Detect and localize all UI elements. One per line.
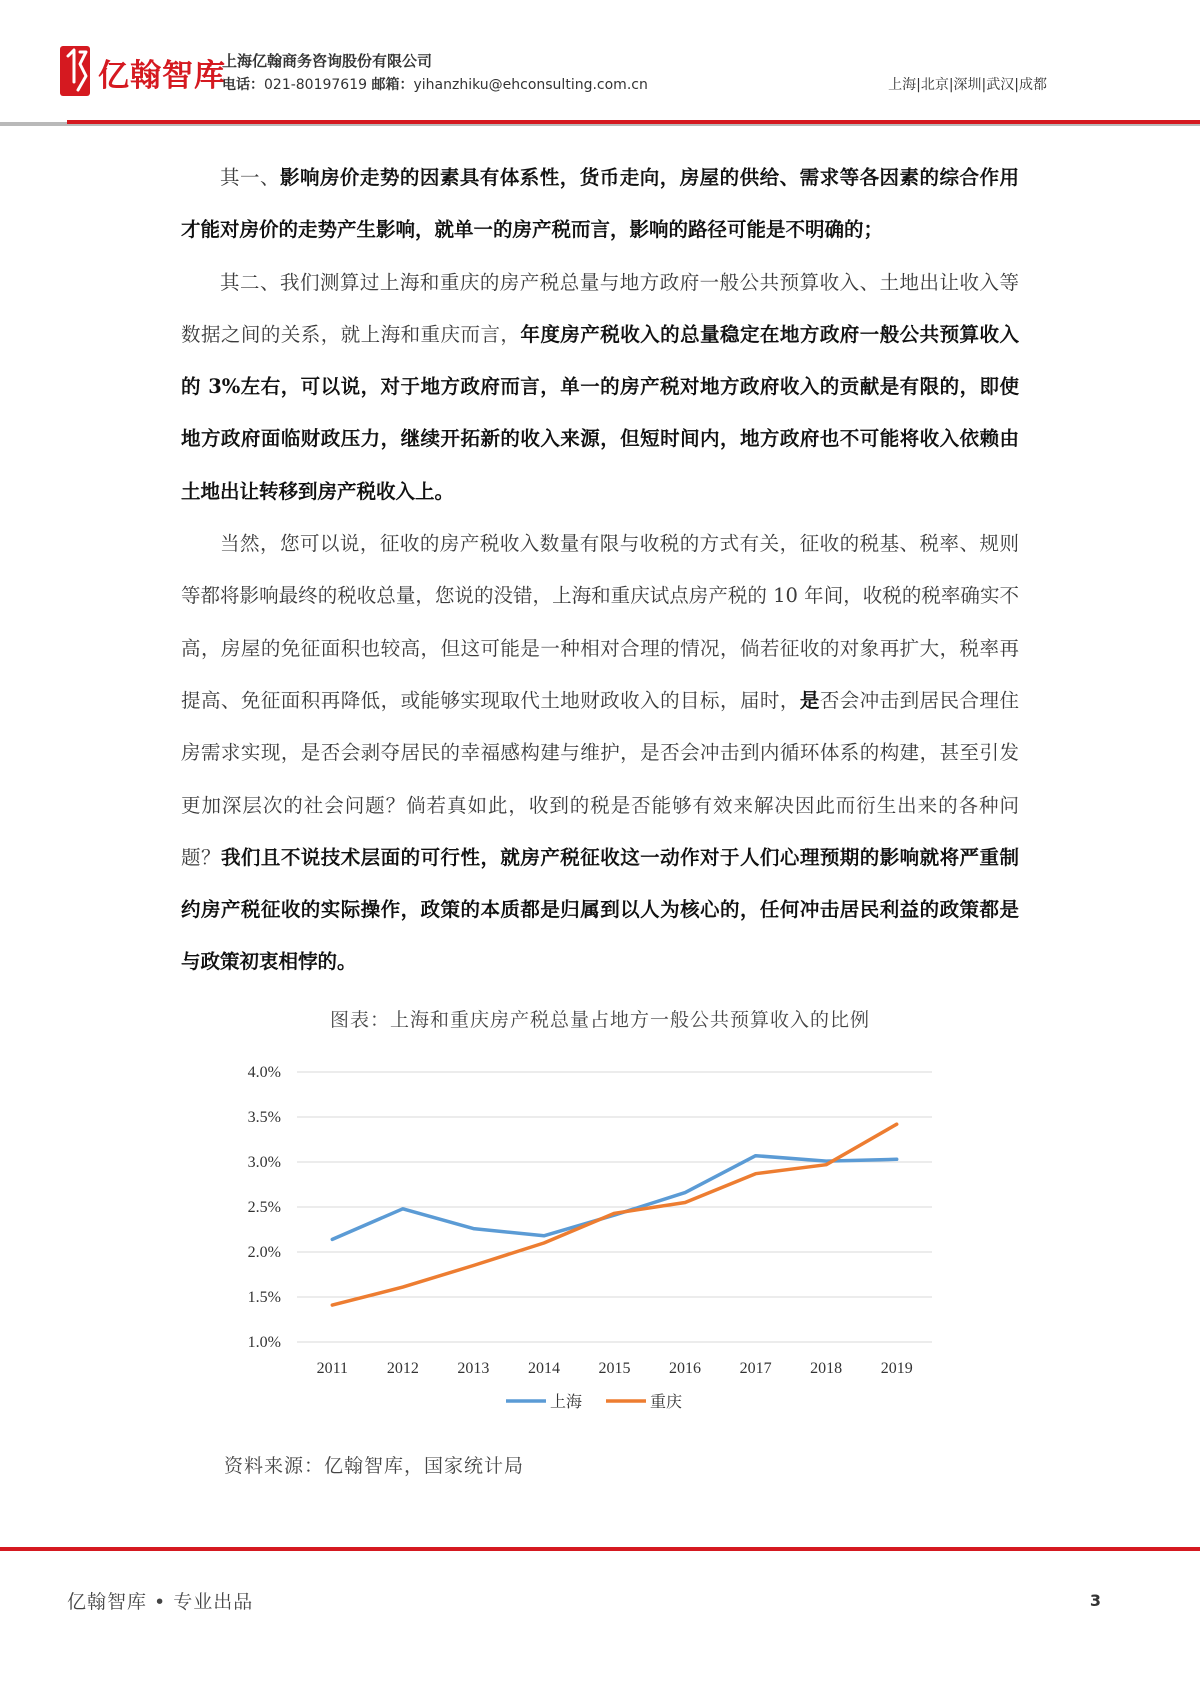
y-tick-label: 3.0%: [247, 1154, 281, 1171]
x-tick-label: 2017: [739, 1360, 772, 1377]
chart-title: 图表：上海和重庆房产税总量占地方一般公共预算收入的比例: [329, 1009, 870, 1031]
office-cities: 上海|北京|深圳|武汉|成都: [888, 77, 1047, 93]
bold-text-run: 影响房价走势的因素具有体系性，货币走向，房屋的供给、需求等各因素的综合作用才能对房价的走势产生影响，就单一的房产税而言，影响的路径可能是不明确的；: [181, 166, 1019, 242]
article-body: [181, 152, 1019, 989]
header-divider-red: [67, 120, 1200, 124]
x-tick-label: 2012: [386, 1360, 419, 1377]
y-tick-label: 3.5%: [247, 1109, 281, 1126]
footer-brand: 亿翰智库 • 专业出品: [67, 1591, 254, 1613]
y-tick-label: 4.0%: [247, 1064, 281, 1081]
email-label: 邮箱：: [371, 77, 414, 93]
legend-label: 上海: [550, 1392, 583, 1411]
text-run: 其一、: [220, 166, 280, 189]
phone-label: 电话：: [222, 77, 264, 93]
x-tick-label: 2019: [880, 1360, 913, 1377]
body-paragraph: [181, 518, 1019, 989]
company-contact: [222, 74, 648, 94]
page-number: 3: [1089, 1591, 1101, 1610]
legend-label: 重庆: [650, 1392, 683, 1411]
source-note: 资料来源：亿翰智库，国家统计局: [224, 1455, 525, 1477]
x-tick-label: 2018: [810, 1360, 843, 1377]
logo-mark-icon: [58, 42, 94, 100]
email-address: yihanzhiku@ehconsulting.com.cn: [413, 77, 648, 93]
logo-text: 亿翰智库: [98, 58, 226, 94]
bold-text-run: 我们且不说技术层面的可行性，就房产税征收这一动作对于人们心理预期的影响就将严重制约房产税征收的实际操作，政策的本质都是归属到以人为核心的，任何冲击居民利益的政策都是与政策初衷相悖的。: [181, 845, 1019, 974]
x-tick-label: 2014: [527, 1360, 560, 1377]
page-header: [0, 0, 1200, 130]
y-tick-label: 2.5%: [247, 1199, 281, 1216]
series-line-2: [332, 1124, 896, 1305]
text-run: 其二、我们测算过上海和重庆的房产税总量与地方政府一般公共预算收入、土地出让收入等数据之间的关系，就上海和重庆而言，: [181, 270, 1019, 346]
bold-text-run: 年度房产税收入的总量稳定在地方政府一般公共预算收入的 3%左右，可以说，对于地方政府而言，单一的房产税对地方政府收入的贡献是有限的，即使地方政府面临财政压力，继续开拓新的收入来源，但短时间内，地方政府也不可能将收入依赖由土地出让转移到房产税收入上。: [181, 322, 1019, 503]
text-run: 否会冲击到居民合理住房需求实现，是否会剥夺居民的幸福感构建与维护，是否会冲击到内循环体系的构建，甚至引发更加深层次的社会问题？倘若真如此，收到的税是否能够有效来解决因此而衍生出来的各种问题？: [181, 688, 1019, 869]
footer-divider: [0, 1547, 1200, 1551]
x-tick-label: 2016: [669, 1360, 702, 1377]
y-tick-label: 1.5%: [247, 1289, 281, 1306]
company-name: 上海亿翰商务咨询股份有限公司: [222, 52, 433, 70]
x-tick-label: 2013: [457, 1360, 490, 1377]
body-paragraph: [181, 152, 1019, 257]
y-tick-label: 2.0%: [247, 1244, 281, 1261]
phone-number: 021-80197619: [264, 77, 368, 93]
x-tick-label: 2015: [598, 1360, 631, 1377]
x-tick-label: 2011: [316, 1360, 348, 1377]
bold-text-run: 是: [799, 688, 820, 712]
text-run: 当然，您可以说，征收的房产税收入数量有限与收税的方式有关，征收的税基、税率、规则等都将影响最终的税收总量，您说的没错，上海和重庆试点房产税的 10 年间，收税的税率确实不高，房屋的免征面积也较高，但这可能是一种相对合理的情况，倘若征收的对象再扩大，税率再提高、免征面积再降低，或能够实现取代土地财政收入的目标，届时，: [181, 532, 1019, 712]
body-paragraph: [181, 257, 1019, 518]
y-tick-label: 1.0%: [247, 1334, 281, 1351]
series-line-1: [332, 1156, 896, 1240]
